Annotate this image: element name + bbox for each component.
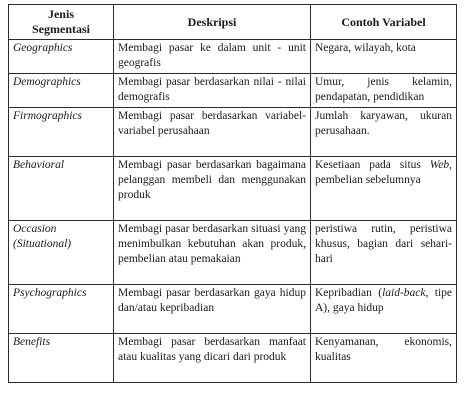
segment-description: Membagi pasar berdasarkan variabel-variabel perusahaan [114, 108, 311, 157]
table-row [9, 157, 457, 221]
segment-examples [311, 285, 457, 334]
table-row [9, 40, 457, 74]
segment-description: Membagi pasar berdasarkan manfaat atau kualitas yang dicari dari produk [114, 334, 311, 383]
table-row [9, 221, 457, 285]
segment-name-behavioral: Behavioral [9, 157, 114, 221]
segment-description: Membagi pasar berdasarkan situasi yang menimbulkan kebutuhan akan produk, pembelian atau pemakaian [114, 221, 311, 285]
examples-text: Kepribadian ( [315, 287, 383, 299]
segment-description: Membagi pasar berdasarkan gaya hidup dan/atau kepribadian [114, 285, 311, 334]
header-description: Deskripsi [114, 5, 311, 40]
header-segment-line2: Segmentasi [32, 22, 90, 36]
segment-name-occasion [9, 221, 114, 285]
segmentation-table [8, 4, 457, 383]
table-row [9, 108, 457, 157]
segment-examples [311, 157, 457, 221]
examples-text: , tipe A), gaya hidup [315, 287, 453, 314]
table-row [9, 74, 457, 108]
segment-name-line1: Occasion [13, 223, 57, 235]
header-segment-type [9, 5, 114, 40]
table-row [9, 334, 457, 383]
segment-name-line2: (Situational) [13, 238, 72, 250]
segment-examples: Kenyamanan, ekonomis, kualitas [311, 334, 457, 383]
segment-name-demographics: Demographics [9, 74, 114, 108]
segment-examples: Jumlah karyawan, ukuran perusahaan. [311, 108, 457, 157]
examples-emphasis: Web [429, 159, 450, 171]
examples-text: , pembelian sebelumnya [315, 159, 452, 186]
segment-description: Membagi pasar berdasarkan bagaimana pelanggan membeli dan menggunakan produk [114, 157, 311, 221]
header-segment-line1: Jenis [47, 7, 74, 21]
segment-name-firmographics: Firmographics [9, 108, 114, 157]
segment-name-benefits: Benefits [9, 334, 114, 383]
segment-description: Membagi pasar berdasarkan nilai - nilai demografis [114, 74, 311, 108]
segment-description: Membagi pasar ke dalam unit - unit geografis [114, 40, 311, 74]
table-header-row [9, 5, 457, 40]
table-row [9, 285, 457, 334]
segment-examples: Negara, wilayah, kota [311, 40, 457, 74]
examples-text: Kesetiaan pada situs [315, 159, 430, 171]
header-examples: Contoh Variabel [311, 5, 457, 40]
segment-examples: peristiwa rutin, peristiwa khusus, bagian dari sehari-hari [311, 221, 457, 285]
examples-emphasis: laid-back [382, 287, 426, 299]
segment-name-geographics: Geographics [9, 40, 114, 74]
segment-examples: Umur, jenis kelamin, pendapatan, pendidikan [311, 74, 457, 108]
segment-name-psychographics: Psychographics [9, 285, 114, 334]
